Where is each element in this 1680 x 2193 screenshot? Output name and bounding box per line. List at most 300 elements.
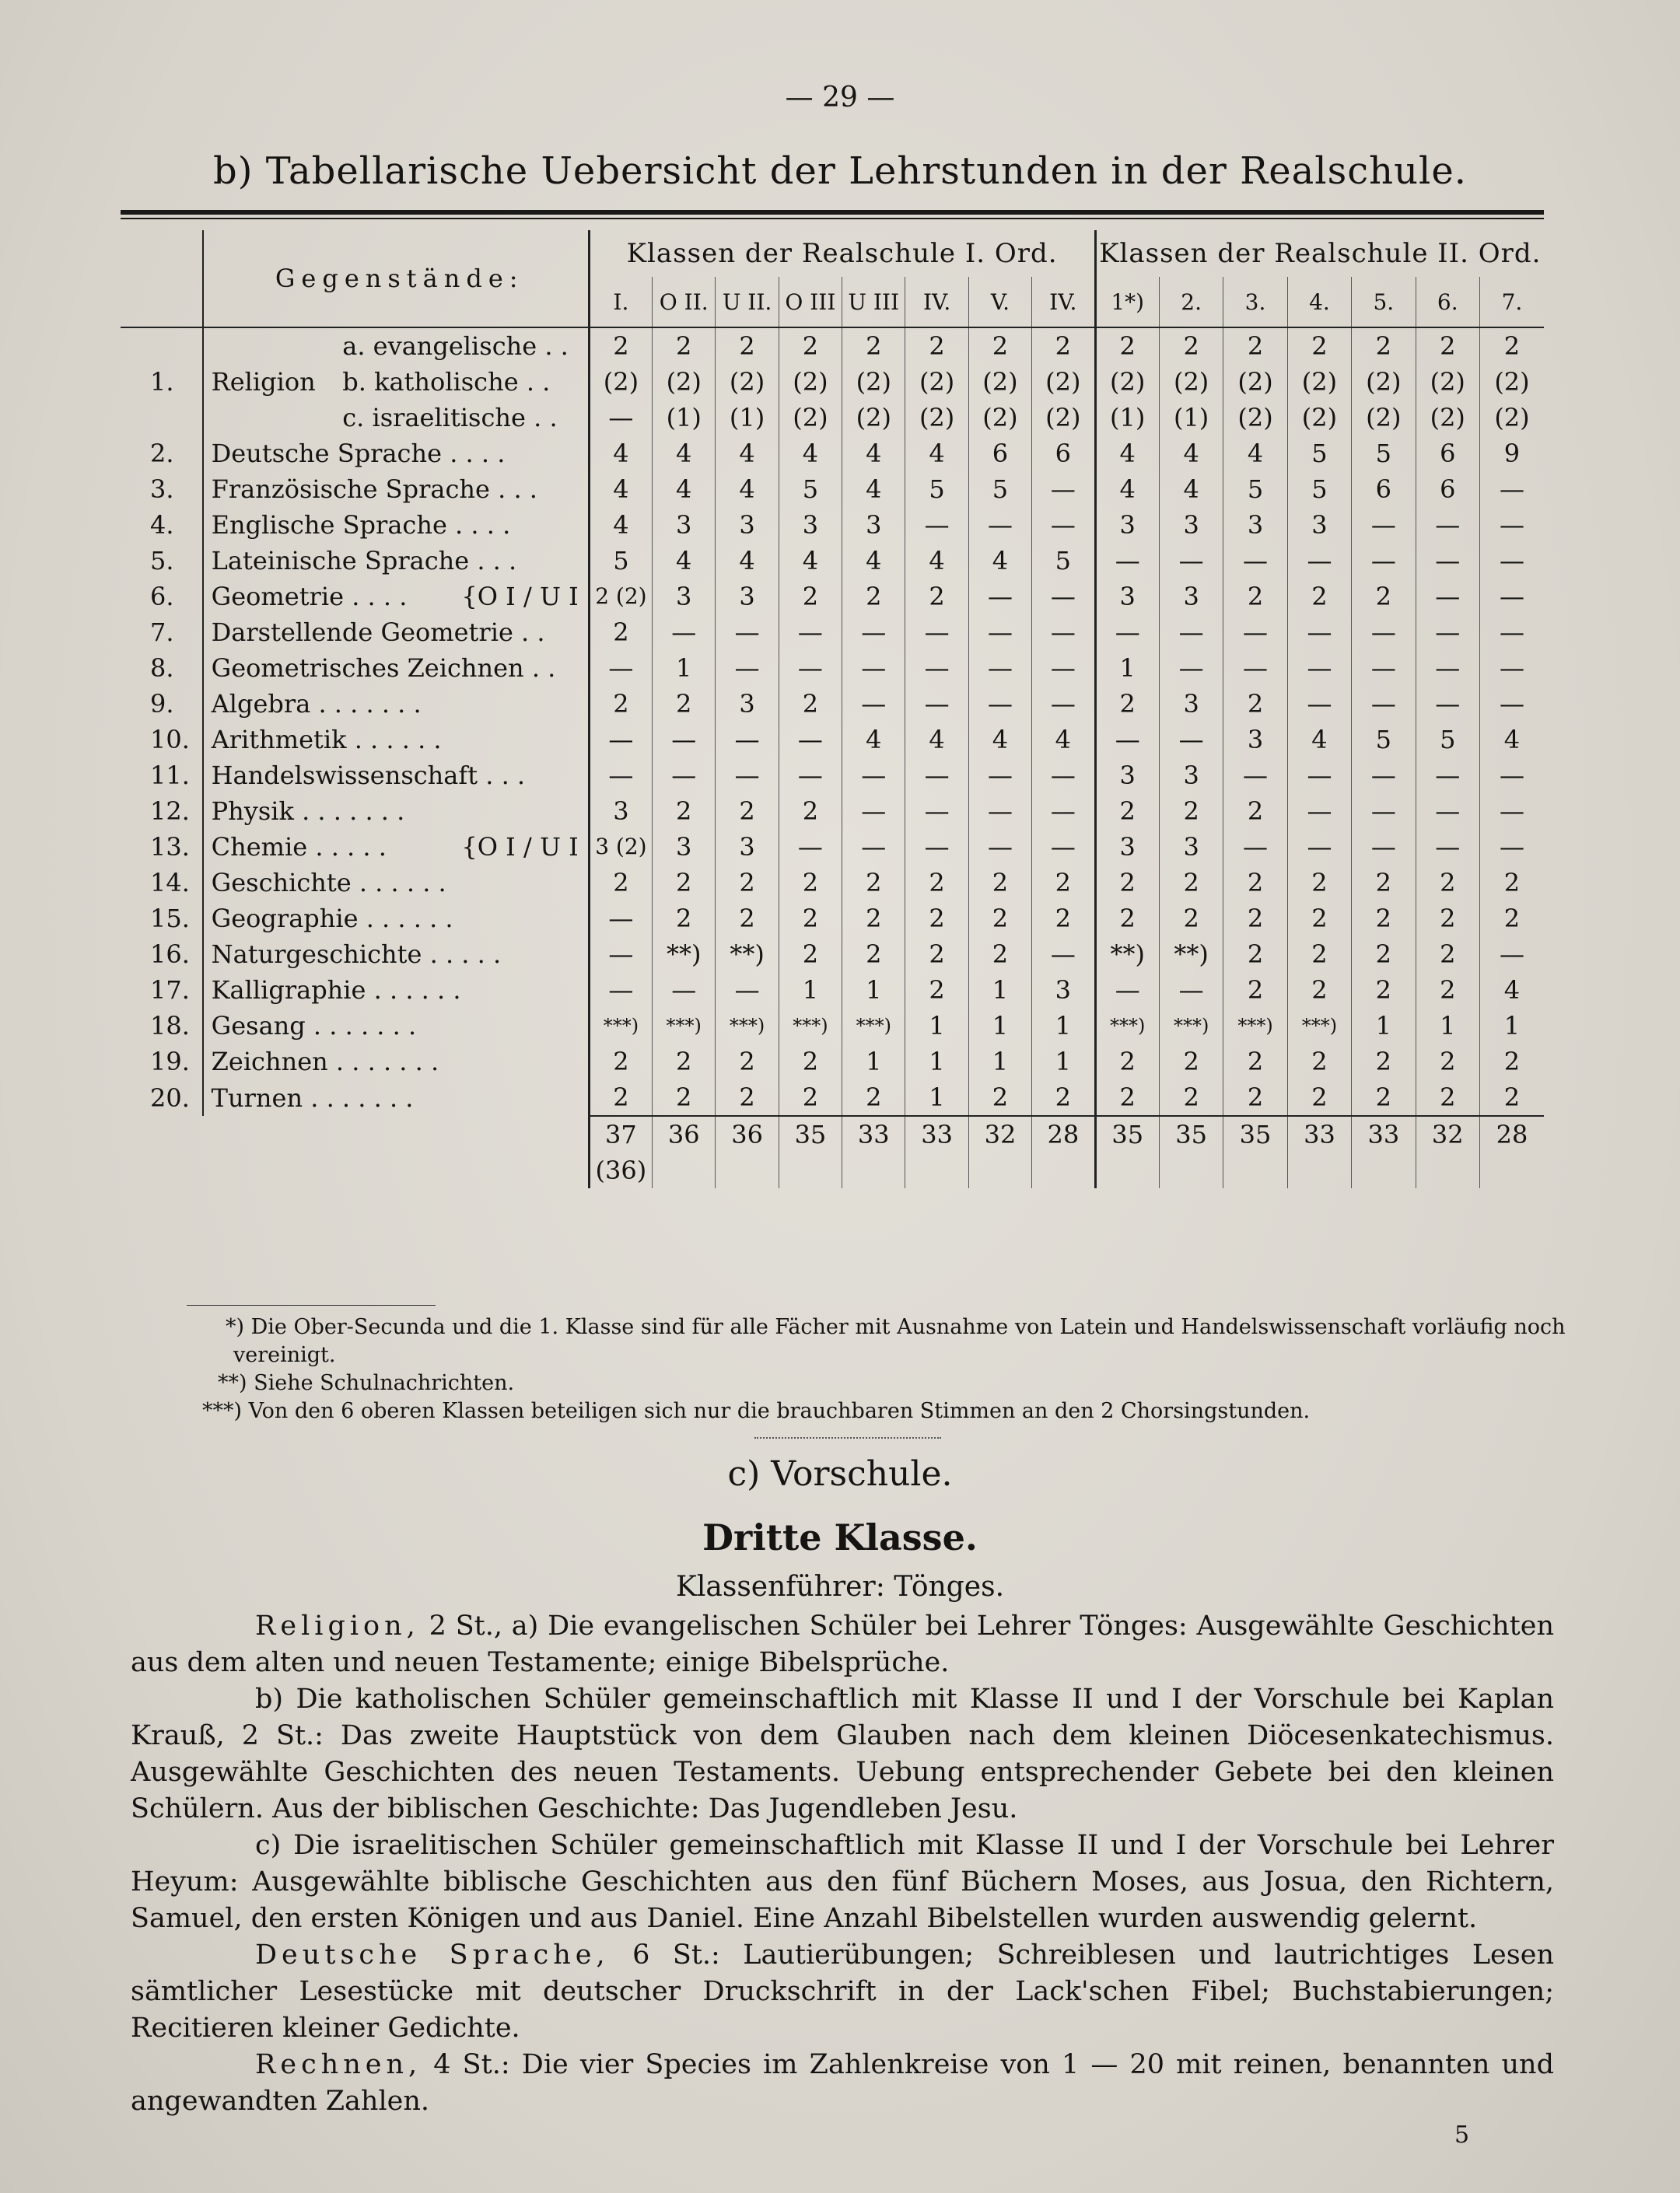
table-cell: — bbox=[968, 614, 1031, 650]
table-cell: ***) bbox=[1223, 1008, 1287, 1044]
table-cell: 2 bbox=[1095, 327, 1159, 364]
table-cell: 2 bbox=[1287, 936, 1351, 972]
group-header-1: Klassen der Realschule I. Ord. bbox=[589, 230, 1095, 277]
table-cell: — bbox=[1095, 722, 1159, 757]
table-cell: 2 bbox=[779, 793, 842, 829]
table-cell: — bbox=[1352, 614, 1416, 650]
table-cell: 2 bbox=[1159, 327, 1223, 364]
table-cell: 3 bbox=[1159, 757, 1223, 793]
table-cell: 2 (2) bbox=[589, 579, 652, 614]
table-cell: (2) bbox=[1352, 400, 1416, 435]
table-cell: (2) bbox=[1416, 400, 1479, 435]
table-cell: 6 bbox=[1352, 471, 1416, 507]
table-cell: — bbox=[905, 793, 968, 829]
table-title: b) Tabellarische Uebersicht der Lehrstunden in der Realschule. bbox=[213, 149, 1467, 193]
table-cell: 2 bbox=[842, 579, 905, 614]
table-cell: 6 bbox=[1416, 435, 1479, 471]
table-cell: 2 bbox=[779, 1044, 842, 1079]
table-cell: (2) bbox=[589, 364, 652, 400]
row-number: 9. bbox=[150, 689, 174, 719]
top-rule-thin bbox=[121, 218, 1544, 219]
row-number: 2. bbox=[150, 439, 174, 468]
paragraph-deutsch: Deutsche Sprache, 6 St.: Lautierübungen; Schreiblesen und lautrichtiges Lesen sämtlicher Lesestücke mit deutscher Druckschrift in der Lack'schen Fibel; Buchstabierungen; Recitieren kleiner Gedichte. bbox=[131, 1939, 1554, 2044]
table-cell: — bbox=[1352, 793, 1416, 829]
table-cell: 2 bbox=[1479, 865, 1544, 901]
table-cell: ***) bbox=[716, 1008, 779, 1044]
class-teacher: Klassenführer: Tönges. bbox=[675, 1571, 1005, 1603]
curriculum-text bbox=[131, 1608, 1554, 2120]
table-cell: — bbox=[1479, 936, 1544, 972]
table-cell: **) bbox=[1159, 936, 1223, 972]
subject-name: Geometrie . . . . bbox=[203, 579, 343, 614]
table-cell: (2) bbox=[968, 400, 1031, 435]
table-row bbox=[121, 901, 1544, 936]
table-cell: 2 bbox=[716, 327, 779, 364]
total-cell: 33 bbox=[1287, 1116, 1351, 1152]
table-cell: 2 bbox=[1287, 1044, 1351, 1079]
table-cell: 4 bbox=[716, 435, 779, 471]
table-cell: 2 bbox=[905, 901, 968, 936]
table-cell: (2) bbox=[1159, 364, 1223, 400]
table-cell: 2 bbox=[653, 327, 716, 364]
subject-name: Lateinische Sprache . . . bbox=[203, 543, 590, 579]
table-row bbox=[121, 793, 1544, 829]
table-cell: — bbox=[1159, 722, 1223, 757]
table-row bbox=[121, 865, 1544, 901]
table-cell: 2 bbox=[1479, 1079, 1544, 1116]
table-cell: 3 bbox=[653, 579, 716, 614]
table-cell: 2 bbox=[905, 972, 968, 1008]
table-cell: 1 bbox=[905, 1079, 968, 1116]
table-cell: 2 bbox=[905, 579, 968, 614]
table-cell: **) bbox=[653, 936, 716, 972]
subject-name: Turnen . . . . . . . bbox=[203, 1079, 590, 1116]
table-cell: — bbox=[779, 757, 842, 793]
subject-sub: c. israelitische . . bbox=[342, 403, 558, 432]
row-number: 20. bbox=[150, 1083, 190, 1113]
table-cell: 2 bbox=[1223, 936, 1287, 972]
table-cell: 2 bbox=[779, 579, 842, 614]
paragraph-lead: c) bbox=[255, 1830, 282, 1861]
table-cell: 4 bbox=[842, 722, 905, 757]
table-cell: 5 bbox=[1352, 435, 1416, 471]
table-cell: — bbox=[905, 507, 968, 543]
table-cell: 2 bbox=[842, 1079, 905, 1116]
table-cell: — bbox=[1479, 471, 1544, 507]
section-heading: c) Vorschule. bbox=[727, 1454, 953, 1494]
table-cell: (2) bbox=[842, 364, 905, 400]
table-cell: 2 bbox=[1352, 901, 1416, 936]
gegenstaende-label: Gegenstände: bbox=[275, 264, 524, 293]
table-cell: — bbox=[1159, 543, 1223, 579]
table-cell: — bbox=[905, 829, 968, 865]
table-cell: 2 bbox=[653, 793, 716, 829]
table-cell: 2 bbox=[1416, 1044, 1479, 1079]
table-cell: — bbox=[589, 901, 652, 936]
table-cell: 4 bbox=[842, 471, 905, 507]
table-cell: 1 bbox=[653, 650, 716, 686]
table-cell: 2 bbox=[589, 614, 652, 650]
table-cell: 2 bbox=[589, 865, 652, 901]
table-cell: 2 bbox=[1287, 327, 1351, 364]
table-cell: 5 bbox=[1032, 543, 1095, 579]
table-cell: ***) bbox=[1159, 1008, 1223, 1044]
table-cell: — bbox=[1032, 579, 1095, 614]
subject-sub: {O I / U I bbox=[461, 832, 579, 862]
paragraph-rechnen: Rechnen, 4 St.: Die vier Species im Zahlenkreise von 1 — 20 mit reinen, benannten und angewandten Zahlen. bbox=[131, 2049, 1554, 2117]
table-cell: (2) bbox=[842, 400, 905, 435]
table-cell: 3 bbox=[1159, 507, 1223, 543]
table-cell: 4 bbox=[905, 435, 968, 471]
column-header: 1*) bbox=[1095, 277, 1159, 327]
table-cell: 2 bbox=[968, 1079, 1031, 1116]
table-cell: 5 bbox=[589, 543, 652, 579]
table-cell: — bbox=[1032, 829, 1095, 865]
table-cell: — bbox=[1416, 650, 1479, 686]
table-cell: — bbox=[1416, 829, 1479, 865]
table-cell: — bbox=[968, 829, 1031, 865]
table-cell: — bbox=[589, 936, 652, 972]
table-cell: — bbox=[1479, 793, 1544, 829]
table-cell: 2 bbox=[779, 1079, 842, 1116]
table-cell: — bbox=[842, 757, 905, 793]
table-cell: 2 bbox=[1352, 1079, 1416, 1116]
table-cell: — bbox=[1223, 543, 1287, 579]
table-cell: 4 bbox=[968, 722, 1031, 757]
table-cell: 2 bbox=[1032, 1079, 1095, 1116]
table-cell: 3 bbox=[716, 579, 779, 614]
total-cell: 35 bbox=[779, 1116, 842, 1152]
table-cell: 2 bbox=[1223, 1079, 1287, 1116]
table-cell: 2 bbox=[716, 1079, 779, 1116]
table-cell: 4 bbox=[905, 543, 968, 579]
table-cell: — bbox=[1416, 793, 1479, 829]
table-cell: (1) bbox=[716, 400, 779, 435]
subject-name: Arithmetik . . . . . . bbox=[203, 722, 590, 757]
table-cell: 2 bbox=[589, 327, 652, 364]
table-cell: — bbox=[968, 686, 1031, 722]
table-row bbox=[121, 1044, 1544, 1079]
table-cell: — bbox=[653, 722, 716, 757]
table-cell: 3 bbox=[716, 507, 779, 543]
column-header: 2. bbox=[1159, 277, 1223, 327]
table-cell: — bbox=[1479, 579, 1544, 614]
table-cell: — bbox=[1352, 757, 1416, 793]
total-cell: 35 bbox=[1223, 1116, 1287, 1152]
row-number: 11. bbox=[150, 761, 190, 790]
table-cell: — bbox=[842, 793, 905, 829]
table-cell: 3 bbox=[1095, 757, 1159, 793]
table-cell: — bbox=[968, 793, 1031, 829]
table-cell: 2 bbox=[905, 327, 968, 364]
table-cell: 2 bbox=[1416, 901, 1479, 936]
table-cell: 3 bbox=[1159, 829, 1223, 865]
footnote-1: *) Die Ober-Secunda und die 1. Klasse sind für alle Fächer mit Ausnahme von Latein und Handelswissenschaft vorläufig noch vereinigt. bbox=[226, 1315, 1566, 1367]
subject-name: Darstellende Geometrie . . bbox=[203, 614, 590, 650]
subject-name: Religion bbox=[203, 364, 343, 400]
table-cell: 2 bbox=[842, 936, 905, 972]
table-cell: — bbox=[1032, 614, 1095, 650]
total-cell: 35 bbox=[1159, 1116, 1223, 1152]
table-cell: — bbox=[1032, 650, 1095, 686]
table-row bbox=[121, 435, 1544, 471]
subject-name bbox=[203, 327, 343, 364]
table-cell: 3 bbox=[1223, 722, 1287, 757]
table-cell: 2 bbox=[968, 865, 1031, 901]
subject-name bbox=[203, 400, 343, 435]
table-cell: 2 bbox=[1159, 793, 1223, 829]
table-cell: (2) bbox=[1287, 400, 1351, 435]
table-cell: (2) bbox=[1287, 364, 1351, 400]
table-cell: (2) bbox=[1223, 364, 1287, 400]
table-cell: 2 bbox=[653, 901, 716, 936]
total-cell: 32 bbox=[968, 1116, 1031, 1152]
table-cell: ***) bbox=[1095, 1008, 1159, 1044]
table-cell: 2 bbox=[1287, 579, 1351, 614]
table-row bbox=[121, 757, 1544, 793]
table-row bbox=[121, 400, 1544, 435]
table-cell: 2 bbox=[1159, 1079, 1223, 1116]
table-cell: — bbox=[1479, 829, 1544, 865]
total-cell: 36 bbox=[716, 1116, 779, 1152]
table-cell: 2 bbox=[1479, 327, 1544, 364]
table-cell: — bbox=[1352, 829, 1416, 865]
subject-name: Deutsche Sprache . . . . bbox=[203, 435, 590, 471]
table-cell: 2 bbox=[1352, 327, 1416, 364]
table-cell: ***) bbox=[653, 1008, 716, 1044]
table-cell: 3 bbox=[1159, 686, 1223, 722]
subject-name: Französische Sprache . . . bbox=[203, 471, 590, 507]
table-cell: 3 bbox=[1223, 507, 1287, 543]
page-number: — 29 — bbox=[785, 82, 895, 114]
table-cell: 4 bbox=[1159, 435, 1223, 471]
table-cell: — bbox=[1032, 686, 1095, 722]
table-cell: — bbox=[1287, 829, 1351, 865]
table-cell: 2 bbox=[1223, 327, 1287, 364]
table-cell: 4 bbox=[779, 543, 842, 579]
paragraph-israelitisch: c) Die israelitischen Schüler gemeinschaftlich mit Klasse II und I der Vorschule bei Lehrer Heyum: Ausgewählte biblische Geschichten aus den fünf Büchern Moses, aus Josua, den Richtern, Samuel, den ersten Königen und aus Daniel. Eine Anzahl Bibelstellen wurden auswendig gelernt. bbox=[131, 1830, 1554, 1934]
subject-sub: a. evangelische . . bbox=[342, 331, 569, 361]
signature-mark: 5 bbox=[1454, 2121, 1470, 2149]
table-cell: 6 bbox=[1416, 471, 1479, 507]
table-cell: 5 bbox=[968, 471, 1031, 507]
table-cell: 2 bbox=[1352, 579, 1416, 614]
row-number: 6. bbox=[150, 582, 174, 611]
table-cell: 3 bbox=[1032, 972, 1095, 1008]
table-cell: 4 bbox=[1032, 722, 1095, 757]
column-header: U II. bbox=[716, 277, 779, 327]
table-cell: 2 bbox=[1223, 972, 1287, 1008]
lehrstunden-table bbox=[121, 230, 1544, 1188]
table-cell: 1 bbox=[779, 972, 842, 1008]
table-cell: 1 bbox=[1032, 1044, 1095, 1079]
table-cell: 2 bbox=[842, 865, 905, 901]
table-cell: — bbox=[1352, 543, 1416, 579]
table-cell: 4 bbox=[842, 435, 905, 471]
table-cell: 2 bbox=[1223, 901, 1287, 936]
table-cell: 2 bbox=[779, 901, 842, 936]
table-cell: 2 bbox=[779, 327, 842, 364]
table-cell: ***) bbox=[842, 1008, 905, 1044]
totals-alt-row bbox=[121, 1152, 1544, 1188]
table-cell: — bbox=[716, 614, 779, 650]
table-row bbox=[121, 650, 1544, 686]
total-cell: 28 bbox=[1479, 1116, 1544, 1152]
row-number: 14. bbox=[150, 868, 190, 897]
table-cell: 2 bbox=[589, 1079, 652, 1116]
table-cell: — bbox=[1159, 650, 1223, 686]
table-cell: — bbox=[1223, 829, 1287, 865]
table-cell: — bbox=[653, 972, 716, 1008]
table-cell: — bbox=[905, 650, 968, 686]
table-cell: 3 bbox=[779, 507, 842, 543]
table-cell: — bbox=[1287, 793, 1351, 829]
table-cell: 4 bbox=[1479, 722, 1544, 757]
table-cell: 2 bbox=[1095, 865, 1159, 901]
table-cell: (1) bbox=[1095, 400, 1159, 435]
subject-name: Gesang . . . . . . . bbox=[203, 1008, 590, 1044]
subject-sub: b. katholische . . bbox=[342, 367, 551, 397]
table-cell: **) bbox=[716, 936, 779, 972]
table-cell: (2) bbox=[653, 364, 716, 400]
table-cell: 4 bbox=[1095, 471, 1159, 507]
table-cell: 1 bbox=[1095, 650, 1159, 686]
table-cell: 2 bbox=[589, 1044, 652, 1079]
table-cell: 4 bbox=[589, 507, 652, 543]
table-row bbox=[121, 686, 1544, 722]
table-cell: 4 bbox=[905, 722, 968, 757]
table-cell: — bbox=[842, 650, 905, 686]
table-cell: — bbox=[589, 972, 652, 1008]
table-cell: 4 bbox=[589, 435, 652, 471]
table-cell: — bbox=[968, 507, 1031, 543]
table-cell: 5 bbox=[1287, 471, 1351, 507]
table-cell: — bbox=[716, 722, 779, 757]
table-cell: 2 bbox=[653, 865, 716, 901]
table-cell: 3 bbox=[653, 829, 716, 865]
table-cell: 3 bbox=[842, 507, 905, 543]
table-cell: 2 bbox=[1287, 865, 1351, 901]
table-cell: 1 bbox=[842, 972, 905, 1008]
table-cell: 3 bbox=[1095, 829, 1159, 865]
column-header: O III bbox=[779, 277, 842, 327]
row-number: 12. bbox=[150, 796, 190, 826]
table-cell: 2 bbox=[1223, 793, 1287, 829]
table-cell: 2 bbox=[1223, 865, 1287, 901]
table-row bbox=[121, 614, 1544, 650]
paragraph-lead: Rechnen, bbox=[255, 2049, 422, 2080]
column-header: 5. bbox=[1352, 277, 1416, 327]
table-cell: 3 bbox=[1095, 507, 1159, 543]
total-alt-cell: (36) bbox=[589, 1152, 652, 1188]
table-cell: — bbox=[716, 650, 779, 686]
table-cell: 2 bbox=[1095, 1079, 1159, 1116]
table-cell: 1 bbox=[968, 1008, 1031, 1044]
table-row bbox=[121, 507, 1544, 543]
table-cell: 4 bbox=[968, 543, 1031, 579]
table-cell: 2 bbox=[779, 865, 842, 901]
paragraph-lead: Religion, bbox=[255, 1611, 420, 1642]
total-cell: 33 bbox=[842, 1116, 905, 1152]
table-cell: 5 bbox=[905, 471, 968, 507]
table-cell: — bbox=[1095, 543, 1159, 579]
table-cell: 1 bbox=[968, 972, 1031, 1008]
table-cell: — bbox=[1223, 614, 1287, 650]
table-cell: — bbox=[1287, 650, 1351, 686]
section-divider bbox=[754, 1437, 941, 1439]
total-cell: 35 bbox=[1095, 1116, 1159, 1152]
table-cell: 3 bbox=[1287, 507, 1351, 543]
table-cell: — bbox=[589, 757, 652, 793]
paragraph-lead: b) bbox=[255, 1684, 284, 1715]
table-cell: ***) bbox=[779, 1008, 842, 1044]
row-number: 10. bbox=[150, 725, 190, 754]
table-row bbox=[121, 364, 1544, 400]
row-number: 19. bbox=[150, 1047, 190, 1076]
row-number: 16. bbox=[150, 939, 190, 969]
table-cell: **) bbox=[1095, 936, 1159, 972]
class-heading: Dritte Klasse. bbox=[702, 1516, 978, 1558]
table-cell: — bbox=[968, 757, 1031, 793]
table-cell: — bbox=[1352, 650, 1416, 686]
table-row bbox=[121, 829, 1544, 865]
table-cell: 2 bbox=[1095, 1044, 1159, 1079]
table-cell: — bbox=[589, 722, 652, 757]
table-cell: — bbox=[1352, 686, 1416, 722]
table-cell: 6 bbox=[968, 435, 1031, 471]
table-row bbox=[121, 1008, 1544, 1044]
table-cell: — bbox=[716, 972, 779, 1008]
table-cell: — bbox=[1287, 757, 1351, 793]
table-cell: — bbox=[1416, 686, 1479, 722]
table-cell: 2 bbox=[1352, 865, 1416, 901]
table-cell: (2) bbox=[1416, 364, 1479, 400]
table-cell: — bbox=[1223, 650, 1287, 686]
table-cell: (2) bbox=[779, 400, 842, 435]
table-cell: 1 bbox=[905, 1044, 968, 1079]
table-cell: 2 bbox=[1032, 327, 1095, 364]
table-cell: — bbox=[653, 614, 716, 650]
table-cell: 3 bbox=[716, 829, 779, 865]
row-number: 1. bbox=[150, 367, 174, 397]
table-cell: 2 bbox=[779, 686, 842, 722]
table-cell: (2) bbox=[716, 364, 779, 400]
table-cell: 4 bbox=[589, 471, 652, 507]
table-row bbox=[121, 722, 1544, 757]
table-cell: 2 bbox=[779, 936, 842, 972]
table-cell: 3 bbox=[1159, 579, 1223, 614]
row-number: 13. bbox=[150, 832, 190, 862]
table-row bbox=[121, 579, 1544, 614]
paragraph-katholisch: b) Die katholischen Schüler gemeinschaftlich mit Klasse II und I der Vorschule bei Kaplan Krauß, 2 St.: Das zweite Hauptstück von dem Glauben nach dem kleinen Diöcesenkatechismus. Ausgewählte Geschichten des neuen Testaments. Uebung entsprechender Gebete bei den kleinen Schülern. Aus der biblischen Geschichte: Das Jugendleben Jesu. bbox=[131, 1684, 1554, 1824]
row-number: 18. bbox=[150, 1011, 190, 1041]
table-cell: — bbox=[1479, 507, 1544, 543]
table-cell: — bbox=[1095, 972, 1159, 1008]
table-cell: 2 bbox=[968, 327, 1031, 364]
table-cell: — bbox=[1159, 972, 1223, 1008]
subject-sub: {O I / U I bbox=[461, 582, 579, 611]
table-cell: 1 bbox=[1352, 1008, 1416, 1044]
table-cell: 2 bbox=[716, 1044, 779, 1079]
table-cell: 2 bbox=[842, 327, 905, 364]
table-cell: — bbox=[1479, 650, 1544, 686]
table-cell: 2 bbox=[1287, 972, 1351, 1008]
table-cell: — bbox=[779, 650, 842, 686]
row-number: 5. bbox=[150, 546, 174, 575]
table-cell: — bbox=[1352, 507, 1416, 543]
table-cell: 2 bbox=[1416, 327, 1479, 364]
table-cell: 1 bbox=[905, 1008, 968, 1044]
